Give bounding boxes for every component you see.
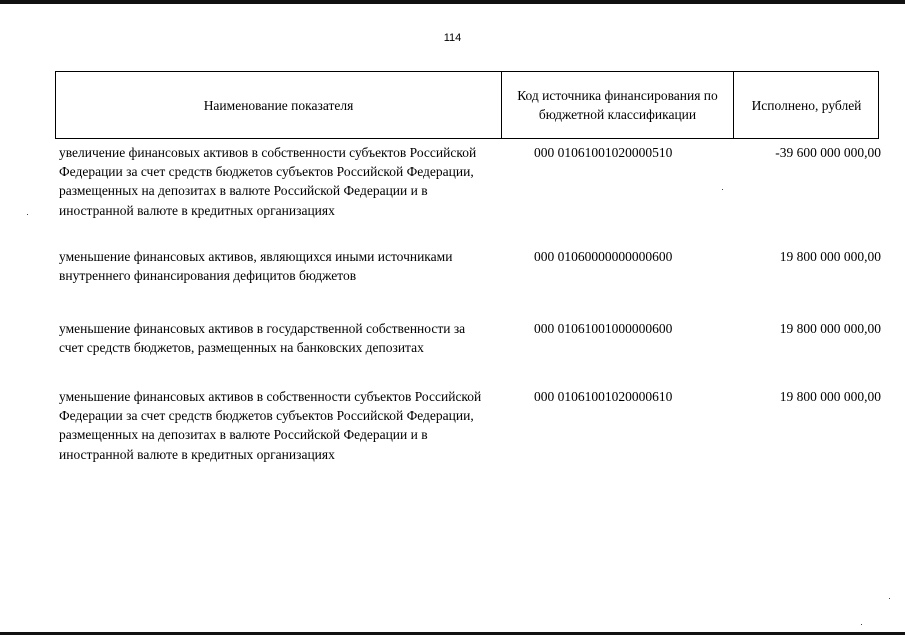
bottom-border-line — [0, 632, 905, 635]
row-source-code: 000 01061001020000610 — [534, 389, 673, 404]
scan-speck — [889, 598, 890, 599]
row-executed-amount: 19 800 000 000,00 — [779, 249, 881, 264]
row-executed-amount: -39 600 000 000,00 — [775, 145, 881, 160]
scan-speck — [722, 189, 723, 190]
scan-speck — [861, 624, 862, 625]
row-indicator-name: уменьшение финансовых активов в государственной собственности за счет средств бюджетов, размещенных на банковских депозитах — [59, 321, 466, 356]
header-executed-amount: Исполнено, рублей — [751, 97, 862, 113]
top-border-line — [0, 0, 905, 4]
row-source-code: 000 01061001000000600 — [534, 321, 673, 336]
table-header — [55, 71, 879, 139]
row-executed-amount: 19 800 000 000,00 — [779, 321, 881, 336]
row-executed-amount: 19 800 000 000,00 — [779, 389, 881, 404]
row-indicator-name: увеличение финансовых активов в собственности субъектов Российской Федерации за счет средств бюджетов субъектов Российской Федерации, размещенных на депозитах в валюте Российской Федерации и в иностранной валюте в кредитных организациях — [59, 145, 477, 218]
row-source-code: 000 01061001020000510 — [534, 145, 673, 160]
scan-speck — [27, 214, 28, 215]
row-indicator-name: уменьшение финансовых активов, являющихся иными источниками внутреннего финансирования дефицитов бюджетов — [59, 249, 453, 284]
header-source-code: Код источника финансирования по бюджетной классификации — [517, 88, 718, 122]
row-source-code: 000 01060000000000600 — [534, 249, 673, 264]
page-number: 114 — [443, 32, 462, 44]
row-indicator-name: уменьшение финансовых активов в собственности субъектов Российской Федерации за счет средств бюджетов субъектов Российской Федерации, размещенных на депозитах в валюте Российской Федерации и в иностранной валюте в кредитных организациях — [59, 389, 482, 462]
header-indicator-name: Наименование показателя — [203, 97, 354, 113]
